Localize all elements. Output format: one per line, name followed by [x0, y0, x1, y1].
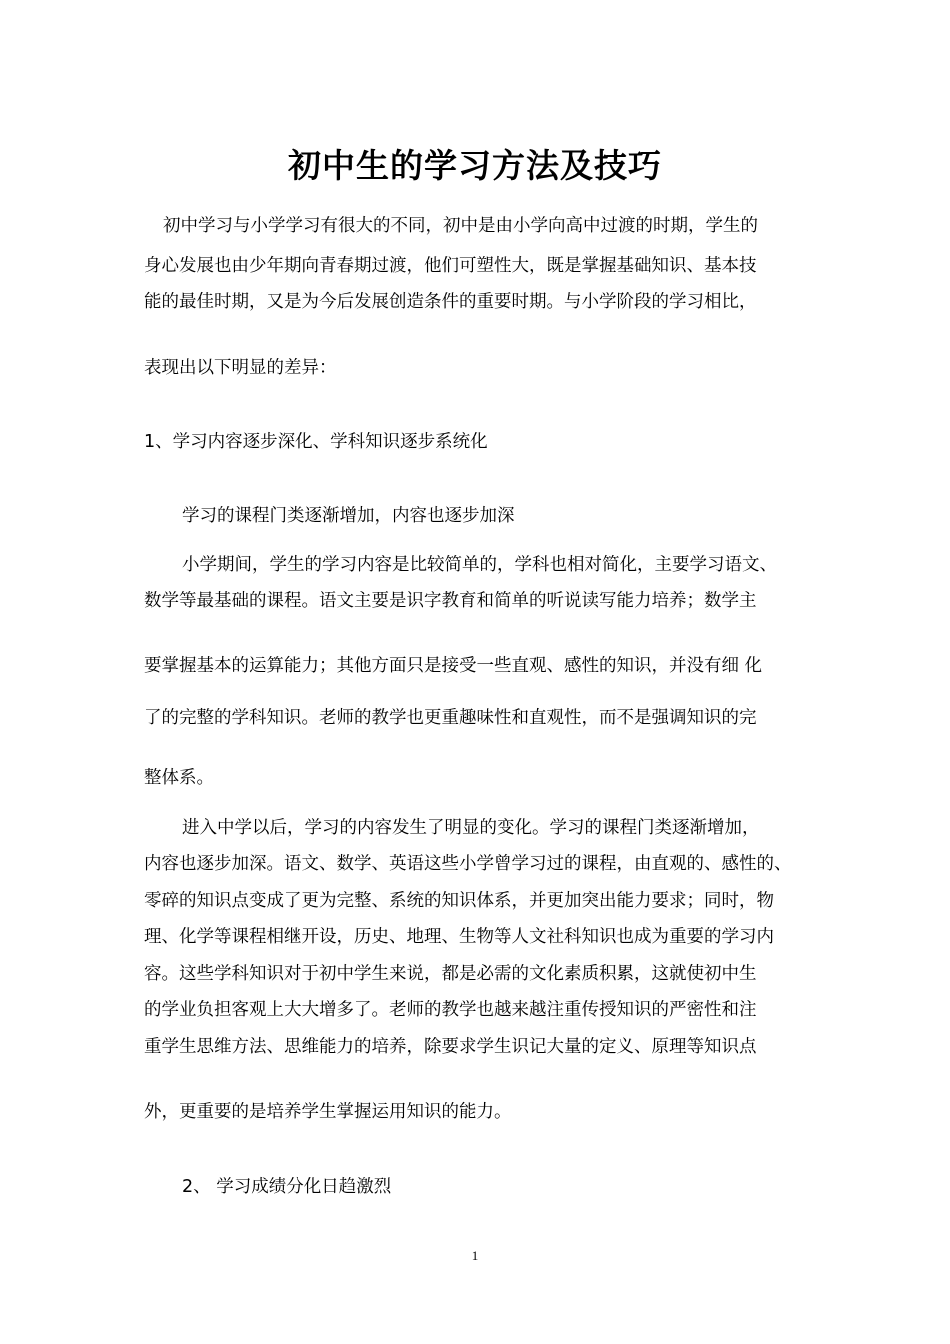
para-1-line-5: 整体系。 — [144, 768, 214, 788]
para-1-line-1: 小学期间，学生的学习内容是比较简单的，学科也相对简化，主要学习语文、 — [182, 555, 777, 575]
page-number: 1 — [471, 1248, 479, 1263]
intro-line-2: 身心发展也由少年期向青春期过渡，他们可塑性大，既是掌握基础知识、基本技 — [144, 256, 757, 276]
intro-line-1: 初中学习与小学学习有很大的不同，初中是由小学向高中过渡的时期，学生的 — [163, 216, 758, 236]
para-2-line-1: 进入中学以后，学习的内容发生了明显的变化。学习的课程门类逐渐增加， — [182, 818, 760, 838]
section-1-subheading: 学习的课程门类逐渐增加，内容也逐步加深 — [182, 506, 515, 526]
section-1-heading: 1、学习内容逐步深化、学科知识逐步系统化 — [144, 432, 488, 452]
para-1-line-2: 数学等最基础的课程。语文主要是识字教育和简单的听说读写能力培养；数学主 — [144, 591, 757, 611]
para-2-line-4: 理、化学等课程相继开设，历史、地理、生物等人文社科知识也成为重要的学习内 — [144, 927, 774, 947]
para-1-line-3: 要掌握基本的运算能力；其他方面只是接受一些直观、感性的知识，并没有细 化 — [144, 656, 763, 676]
para-2-line-3: 零碎的知识点变成了更为完整、系统的知识体系，并更加突出能力要求；同时，物 — [144, 891, 774, 911]
intro-line-4: 表现出以下明显的差异： — [144, 358, 337, 378]
para-2-line-8: 外，更重要的是培养学生掌握运用知识的能力。 — [144, 1102, 512, 1122]
para-2-line-6: 的学业负担客观上大大增多了。老师的教学也越来越注重传授知识的严密性和注 — [144, 1000, 757, 1020]
intro-line-3: 能的最佳时期，又是为今后发展创造条件的重要时期。与小学阶段的学习相比， — [144, 292, 757, 312]
section-2-heading: 2、 学习成绩分化日趋激烈 — [182, 1177, 392, 1197]
para-2-line-2: 内容也逐步加深。语文、数学、英语这些小学曾学习过的课程，由直观的、感性的、 — [144, 854, 792, 874]
para-2-line-7: 重学生思维方法、思维能力的培养，除要求学生识记大量的定义、原理等知识点 — [144, 1037, 757, 1057]
document-title: 初中生的学习方法及技巧 — [288, 146, 662, 185]
para-1-line-4: 了的完整的学科知识。老师的教学也更重趣味性和直观性，而不是强调知识的完 — [144, 708, 757, 728]
para-2-line-5: 容。这些学科知识对于初中学生来说，都是必需的文化素质积累，这就使初中生 — [144, 964, 757, 984]
